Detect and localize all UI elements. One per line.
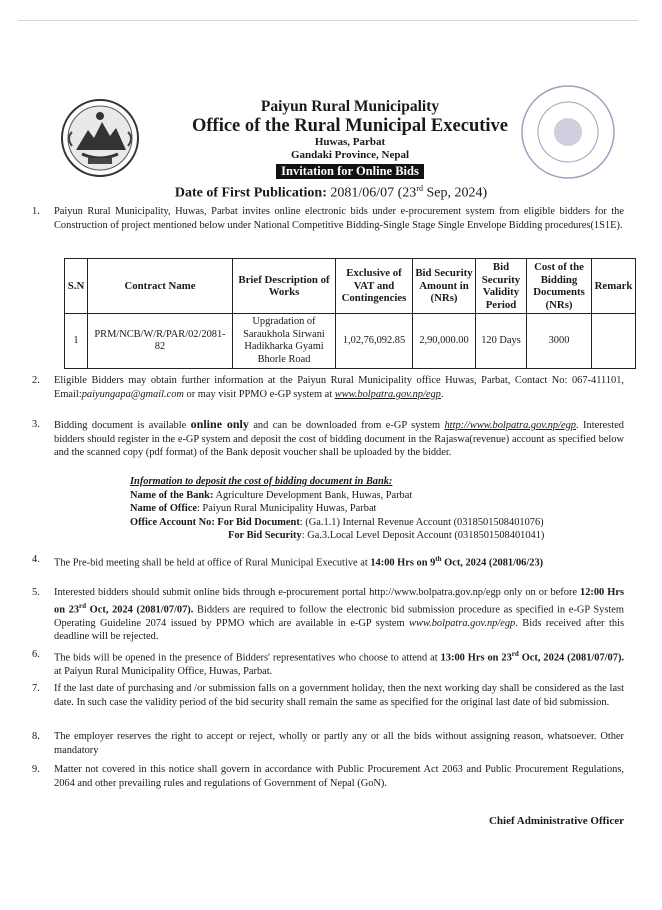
clause-text-part: The Pre-bid meeting shall be held at office of Rural Municipal Executive at — [54, 557, 371, 569]
office-address: Huwas, Parbat — [314, 136, 386, 148]
publication-date-ad-open: (23 — [397, 185, 417, 201]
egp-link[interactable]: www.bolpatra.gov.np/egp — [334, 388, 441, 400]
clause-1 — [32, 205, 624, 232]
office-name-value: : Paiyun Rural Municipality Huwas, Parbat — [196, 503, 377, 515]
publication-date — [0, 184, 662, 202]
submission-sup: rd — [79, 601, 87, 610]
clause-text-part: or may visit PPMO e-GP system at — [183, 388, 335, 400]
email-link[interactable]: paiyungapa@gmail.com — [81, 388, 184, 400]
col-cost: Cost of the Bidding Documents (NRs) — [527, 259, 592, 314]
col-remark: Remark — [592, 259, 636, 314]
cell-contract: PRM/NCB/W/R/PAR/02/2081-82 — [88, 314, 233, 369]
bid-table — [64, 258, 636, 369]
publication-date-ad-close: Sep, 2024) — [422, 185, 488, 201]
clause-4 — [32, 553, 624, 570]
account-sec: : Ga.3.Local Level Deposit Account (0318501508401041) — [301, 530, 545, 542]
clause-number: 9. — [32, 764, 40, 775]
publication-label: Date of First Publication: — [174, 185, 327, 201]
clause-text: If the last date of purchasing and /or submission falls on a government holiday, then the next working day shall be considered as the last date. In such case the validity period of the bid security shall remain the same as specified for the original last date of bid submission. — [54, 683, 624, 708]
top-rule — [18, 20, 638, 21]
clause-text-part: . Interested bidders should register in the e-GP system and deposit the cost of bidding document in the Rajaswa(revenue) account as specified below and the scanned copy (pdf format) of the Bank deposit voucher shall be uploaded by the bidder. — [54, 420, 625, 459]
clause-number: 3. — [32, 419, 40, 430]
clause-text: The employer reserves the right to accept or reject, wholly or partly any or all the bids without assigning reason, whatsoever. Other mandatory — [54, 731, 624, 756]
office-label: Name of Office — [130, 503, 197, 515]
cell-remark — [592, 314, 636, 369]
clause-text-part: and can be downloaded from e-GP system — [248, 420, 445, 431]
clause-text-part: at Paiyun Rural Municipality Office, Huwas, Parbat. — [54, 666, 273, 678]
table-header-row — [65, 259, 636, 314]
opening-date: Oct, 2024 (2081/07/07). — [518, 652, 625, 664]
cell-cost: 3000 — [527, 314, 592, 369]
clause-text-part: Eligible Bidders may obtain further information at the Paiyun Rural Municipality office Huwas, Parbat, Contact No: 067-411101, Email: — [54, 375, 624, 400]
publication-date-ad-sup: rd — [416, 184, 423, 193]
prebid-date: Oct, 2024 (2081/06/23) — [441, 557, 544, 569]
online-only-emphasis: online only — [190, 417, 249, 431]
nepal-emblem-icon — [58, 96, 142, 180]
egp-link[interactable]: http://www.bolpatra.gov.np/egp — [444, 420, 576, 431]
col-validity: Bid Security Validity Period — [476, 259, 527, 314]
clause-text — [54, 418, 624, 460]
clause-text: Paiyun Rural Municipality, Huwas, Parbat invites online electronic bids under e-procurement system from eligible bidders for the Construction of project mentioned below under National Competitive Bidding-Single Stage Single Envelope Bidding procedures(1S1E). — [54, 206, 624, 231]
clause-number: 6. — [32, 649, 40, 660]
clause-text-part: The bids will be opened in the presence of Bidders' representatives who choose to attend at — [54, 652, 441, 664]
account-sec-label: For Bid Security — [228, 530, 302, 542]
col-description: Brief Description of Works — [233, 259, 336, 314]
cell-description: Upgradation of Saraukhola Sirwani Hadikharka Gyami Bhorle Road — [233, 314, 336, 369]
clause-number: 5. — [32, 587, 40, 598]
clause-text-part: Bidders are required to follow the electronic bid submission procedure as specified in e-GP System Operating Guideline 2074 issued by PPMO which are available in e-GP system — [54, 604, 624, 629]
clause-text — [54, 553, 624, 570]
account-doc: : (Ga.1.1) Internal Revenue Account (0318501508401076) — [299, 516, 544, 528]
clause-number: 7. — [32, 683, 40, 694]
account-doc-label: Office Account No: For Bid Document — [130, 516, 300, 528]
clause-number: 8. — [32, 731, 40, 742]
col-security: Bid Security Amount in (NRs) — [413, 259, 476, 314]
submission-time: 12:00 Hrs on 23 — [54, 587, 624, 616]
cell-sn: 1 — [65, 314, 88, 369]
col-contract-name: Contract Name — [88, 259, 233, 314]
clause-text-part: . Bids received after this deadline will be rejected. — [54, 617, 624, 643]
cell-security: 2,90,000.00 — [413, 314, 476, 369]
letterhead — [150, 98, 550, 180]
publication-date-bs: 2081/06/07 — [330, 185, 395, 201]
office-name: Office of the Rural Municipal Executive — [192, 116, 508, 136]
bank-heading: Information to deposit the cost of bidding document in Bank: — [130, 476, 393, 487]
clause-5 — [32, 586, 624, 644]
clause-7 — [32, 682, 624, 709]
clause-number: 4. — [32, 554, 40, 565]
cell-validity: 120 Days — [476, 314, 527, 369]
col-estimate: Exclusive of VAT and Contingencies — [336, 259, 413, 314]
office-province: Gandaki Province, Nepal — [290, 149, 410, 161]
clause-6 — [32, 648, 624, 679]
notice-title: Invitation for Online Bids — [276, 164, 424, 179]
clause-text-part: . — [440, 388, 444, 400]
clause-number: 1. — [32, 206, 40, 217]
prebid-time: 14:00 Hrs on 9 — [370, 557, 436, 569]
clause-9 — [32, 763, 624, 790]
clause-text — [54, 648, 624, 679]
clause-text-part: Bidding document is available — [54, 420, 191, 431]
clause-text — [54, 374, 624, 401]
bank-details — [130, 475, 630, 543]
signatory-title: Chief Administrative Officer — [488, 815, 624, 827]
bank-name: Agriculture Development Bank, Huwas, Parbat — [213, 489, 413, 501]
table-row — [65, 314, 636, 369]
cell-estimate: 1,02,76,092.85 — [336, 314, 413, 369]
bank-name-label: Name of the Bank: — [130, 489, 214, 501]
opening-sup: rd — [511, 650, 519, 658]
clause-3 — [32, 418, 624, 460]
clause-2 — [32, 374, 624, 401]
clause-text — [54, 586, 624, 644]
clause-text: Matter not covered in this notice shall govern in accordance with Public Procurement Act 2063 and Public Procurement Regulations, 2064 and other prevailing rules and regulations of Government of Nepal (GoN). — [54, 764, 624, 789]
col-sn: S.N — [65, 259, 88, 314]
prebid-sup: th — [435, 555, 442, 563]
egp-link[interactable]: www.bolpatra.gov.np/egp — [409, 617, 516, 629]
submission-date: Oct, 2024 (2081/07/07). — [86, 604, 194, 616]
municipality-name: Paiyun Rural Municipality — [260, 98, 440, 115]
clause-number: 2. — [32, 375, 40, 386]
clause-text-part: Interested bidders should submit online bids through e-procurement portal http://www.bolpatra.gov.np/egp only on or before — [54, 587, 580, 598]
clause-8 — [32, 730, 624, 757]
opening-time: 13:00 Hrs on 23 — [440, 652, 512, 664]
